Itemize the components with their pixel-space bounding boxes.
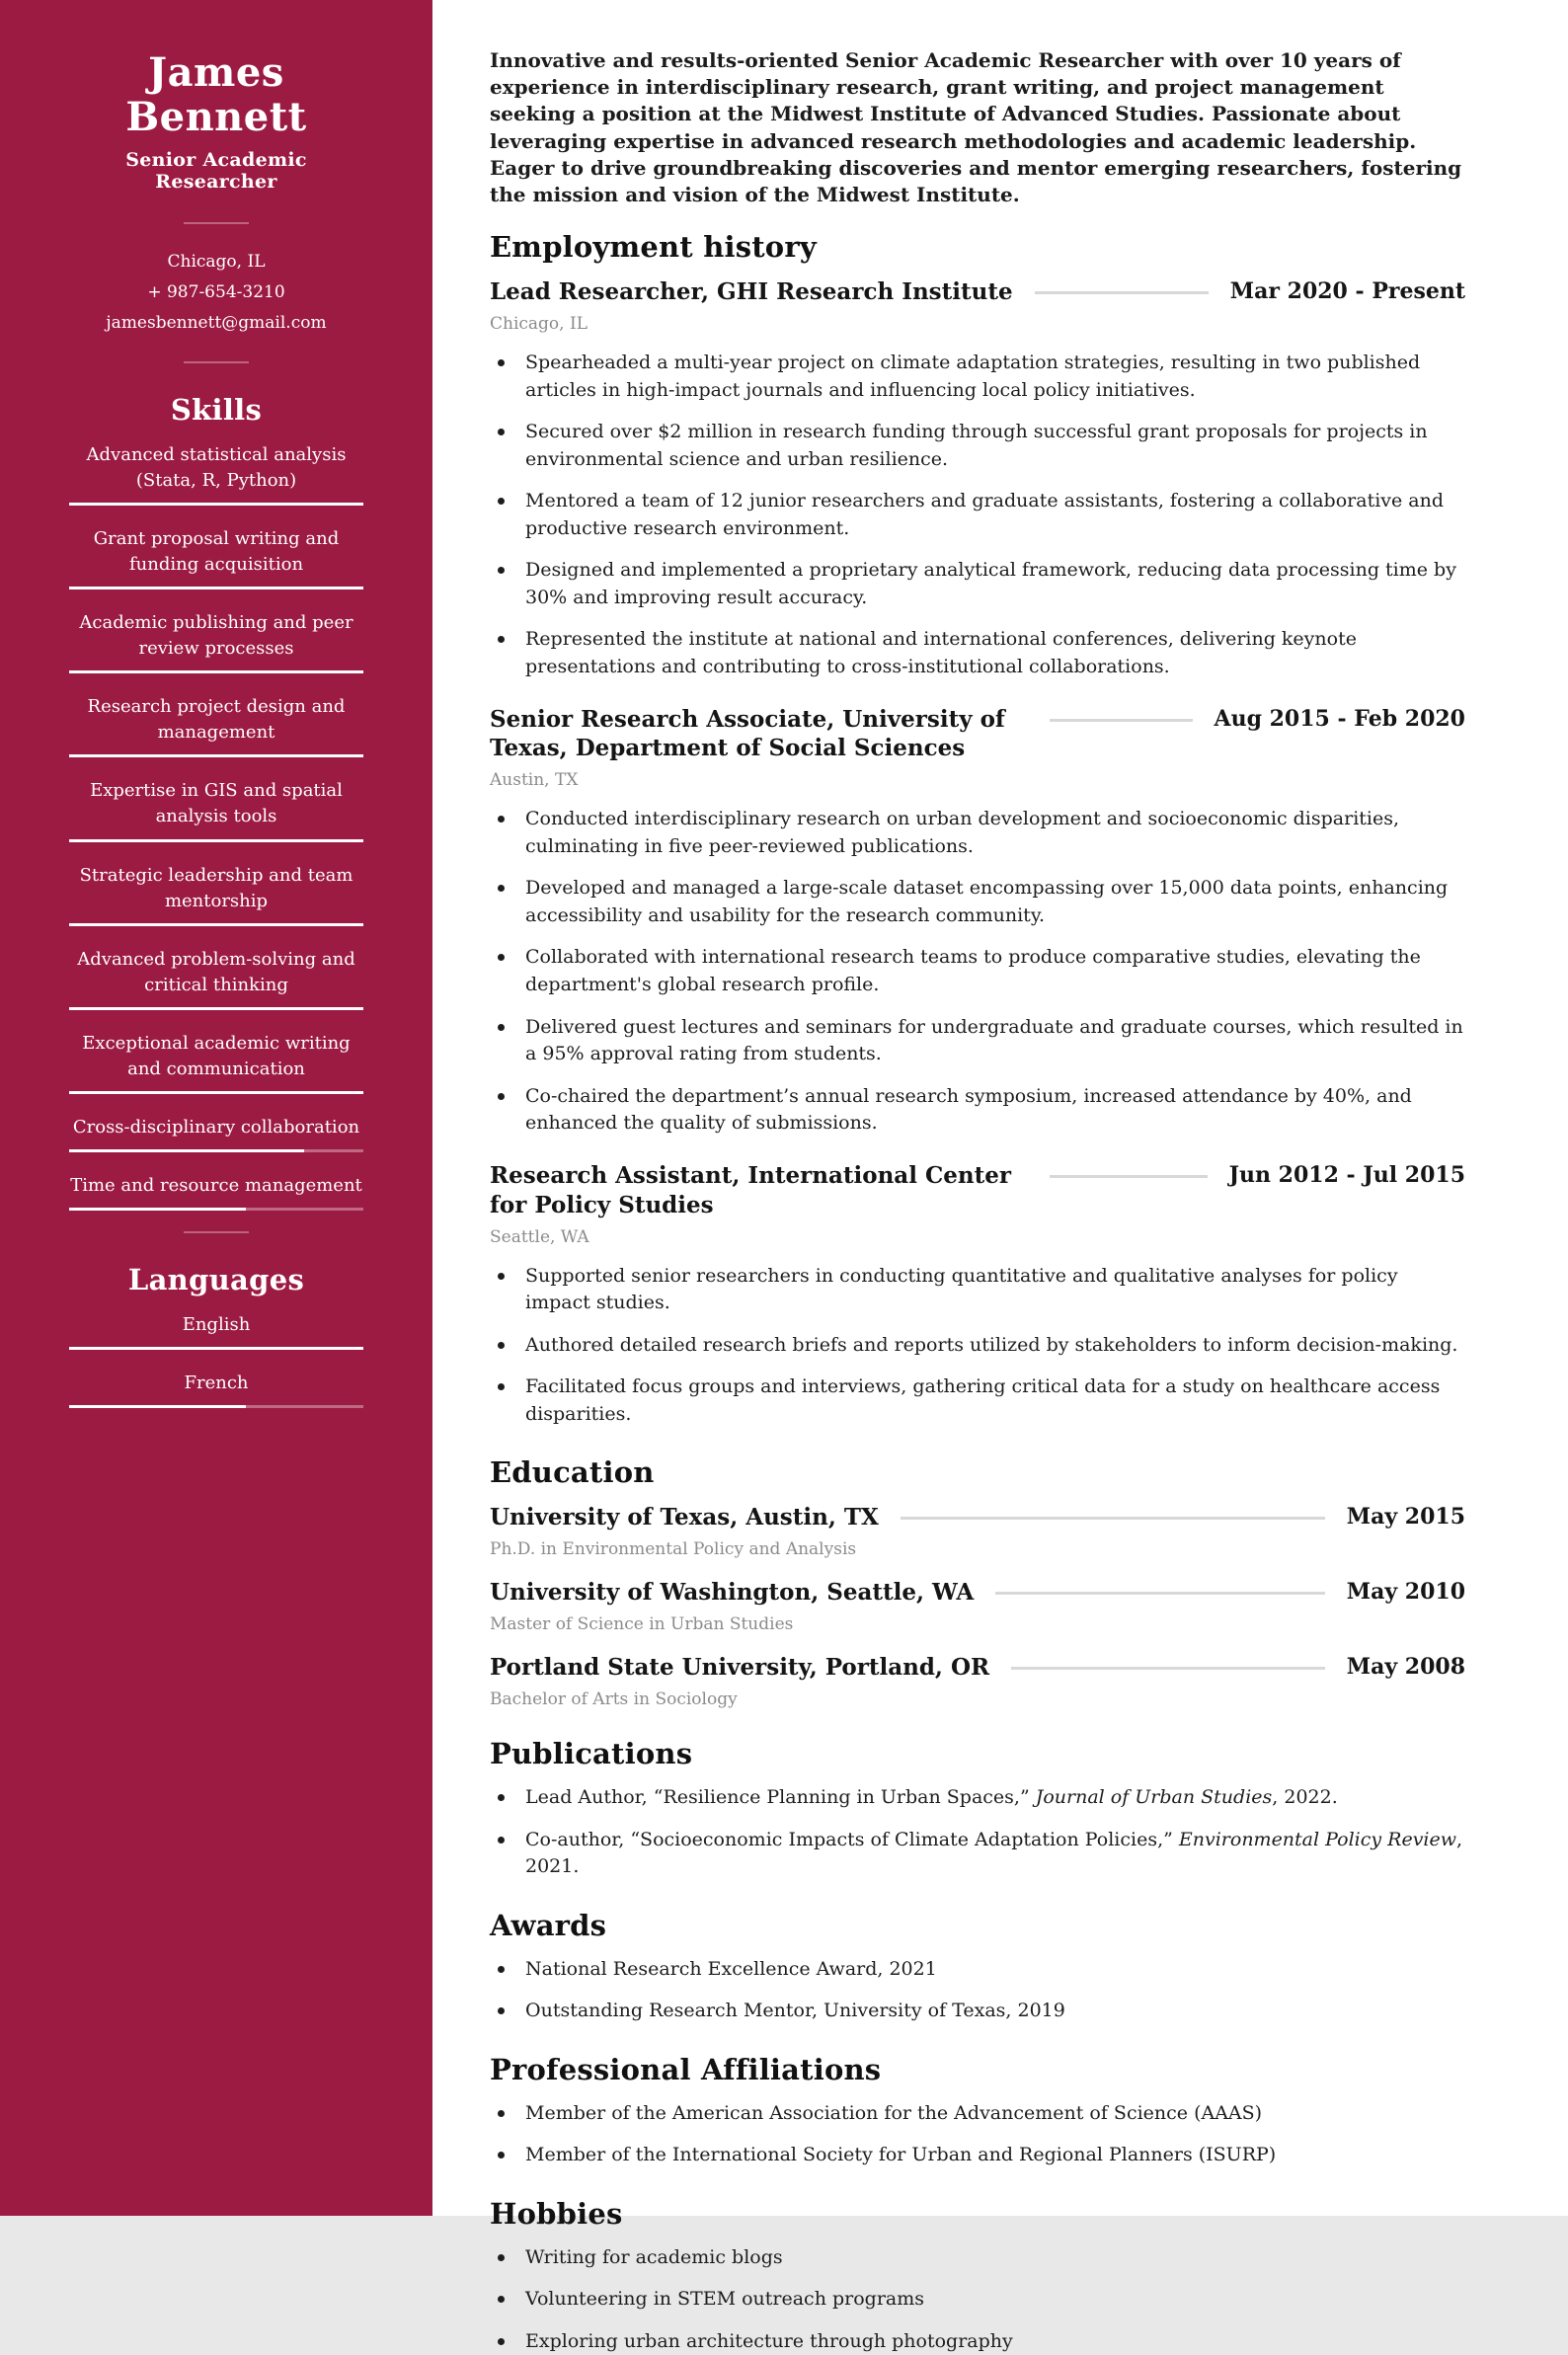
sidebar-divider — [184, 1231, 249, 1233]
skill-label: Research project design and management — [87, 696, 346, 744]
education-entry — [490, 1503, 1465, 1559]
skill-level-fill — [69, 1149, 304, 1152]
skill-label: Time and resource management — [70, 1175, 362, 1197]
title-date-rule — [1050, 1175, 1208, 1178]
skill-level-fill — [69, 1007, 363, 1010]
job-bullet-list — [490, 1263, 1465, 1429]
contact-phone: + 987-654-3210 — [147, 281, 285, 302]
job-location: Chicago, IL — [490, 314, 588, 335]
publication-text: Lead Author, “Resilience Planning in Urban Spaces,” — [525, 1785, 1036, 1808]
hobbies-header: Hobbies — [490, 2196, 623, 2231]
skill-level-track — [69, 1149, 363, 1152]
publication-journal: Environmental Policy Review — [1178, 1828, 1457, 1850]
language-label: French — [184, 1373, 249, 1394]
job-bullet: Conducted interdisciplinary research on urban development and socioeconomic disparities, culminating in five peer-reviewed publications. — [490, 806, 1465, 860]
contact-email: jamesbennett@gmail.com — [106, 312, 327, 333]
affiliations-list — [490, 2100, 1465, 2169]
job-date: Mar 2020 - Present — [1229, 278, 1465, 305]
job-entry — [490, 705, 1465, 1138]
employment-header: Employment history — [490, 230, 817, 265]
education-degree: Master of Science in Urban Studies — [490, 1614, 794, 1635]
skill-level-fill — [69, 1208, 246, 1211]
job-title: Senior Research Associate, University of Texas, Department of Social Sciences — [490, 705, 1005, 762]
language-level-track — [69, 1405, 363, 1408]
skill-item — [69, 863, 363, 926]
education-date: May 2010 — [1346, 1579, 1465, 1606]
skill-level-fill — [69, 839, 363, 842]
publication-journal: Journal of Urban Studies — [1035, 1785, 1273, 1808]
education-date: May 2015 — [1346, 1504, 1465, 1531]
language-level-fill — [69, 1347, 363, 1350]
job-title: Lead Researcher, GHI Research Institute — [490, 278, 1013, 306]
education-head — [490, 1653, 1465, 1683]
publications-header: Publications — [490, 1736, 693, 1770]
job-bullet: Secured over $2 million in research funding through successful grant proposals for projects in environmental science and urban resilience. — [490, 419, 1465, 473]
awards-header: Awards — [490, 1908, 607, 1942]
skill-label: Academic publishing and peer review processes — [79, 611, 353, 660]
languages-list — [69, 1312, 363, 1408]
title-date-rule — [1011, 1667, 1325, 1670]
award-item: National Research Excellence Award, 2021 — [490, 1956, 1465, 1984]
skill-level-track — [69, 1007, 363, 1010]
skill-item — [69, 1031, 363, 1094]
skill-item — [69, 694, 363, 757]
sidebar-divider — [184, 361, 249, 363]
publication-year: , 2021. — [525, 1828, 1463, 1878]
title-date-rule — [901, 1517, 1325, 1520]
job-bullet-list — [490, 806, 1465, 1137]
main-content — [432, 0, 1568, 2352]
affiliations-header: Professional Affiliations — [490, 2052, 882, 2086]
title-date-rule — [995, 1592, 1325, 1595]
skill-level-fill — [69, 503, 363, 506]
job-location: Seattle, WA — [490, 1226, 589, 1247]
job-bullet: Supported senior researchers in conducting quantitative and qualitative analyses for policy impact studies. — [490, 1263, 1465, 1317]
skill-label: Cross-disciplinary collaboration — [72, 1117, 360, 1138]
skill-level-fill — [69, 587, 363, 589]
job-date: Jun 2012 - Jul 2015 — [1228, 1161, 1465, 1188]
publication-year: , 2022. — [1272, 1785, 1338, 1808]
skill-level-track — [69, 670, 363, 673]
job-bullet: Delivered guest lectures and seminars for undergraduate and graduate courses, which resulted in a 95% approval rating from students. — [490, 1014, 1465, 1068]
skill-label: Strategic leadership and team mentorship — [79, 864, 353, 911]
education-header: Education — [490, 1455, 655, 1490]
education-school: University of Texas, Austin, TX — [490, 1504, 879, 1531]
job-bullet: Developed and managed a large-scale dataset encompassing over 15,000 data points, enhancing accessibility and usability for the research community. — [490, 875, 1465, 929]
hobby-item: Exploring urban architecture through photography — [490, 2328, 1465, 2355]
publication-item — [490, 1827, 1465, 1881]
hobby-item: Volunteering in STEM outreach programs — [490, 2286, 1465, 2314]
education-entry — [490, 1578, 1465, 1634]
awards-list — [490, 1956, 1465, 2025]
education-entry — [490, 1653, 1465, 1709]
title-date-rule — [1035, 291, 1209, 294]
contact-location: Chicago, IL — [167, 251, 266, 272]
profile-summary: Innovative and results-oriented Senior Academic Researcher with over 10 years of experience in interdisciplinary research, grant writing, and project management seeking a position at the Midwest Institute of Advanced Studies. Passionate about leveraging expertise in advanced research methodologies and academic leadership. Eager to drive groundbreaking discoveries and mentor emerging researchers, fostering the mission and vision of the Midwest Institute. — [490, 48, 1462, 206]
language-label: English — [182, 1314, 251, 1336]
job-entry — [490, 1161, 1465, 1429]
skill-level-track — [69, 1091, 363, 1094]
language-item — [69, 1312, 363, 1350]
skill-label: Advanced statistical analysis (Stata, R, Python) — [86, 443, 347, 491]
language-level-fill — [69, 1405, 246, 1408]
skill-item — [69, 1115, 363, 1152]
skill-level-track — [69, 839, 363, 842]
job-bullet: Represented the institute at national and international conferences, delivering keynote presentations and contributing to cross-institutional collaborations. — [490, 626, 1465, 680]
job-bullet: Spearheaded a multi-year project on climate adaptation strategies, resulting in two published articles in high-impact journals and influencing local policy initiatives. — [490, 350, 1465, 404]
job-bullet-list — [490, 350, 1465, 680]
skill-label: Grant proposal writing and funding acquisition — [93, 527, 340, 575]
affiliation-item: Member of the American Association for the Advancement of Science (AAAS) — [490, 2100, 1465, 2128]
education-degree: Ph.D. in Environmental Policy and Analysis — [490, 1539, 857, 1560]
education-school: Portland State University, Portland, OR — [490, 1654, 990, 1682]
job-date: Aug 2015 - Feb 2020 — [1214, 705, 1465, 732]
skill-item — [69, 947, 363, 1010]
skill-label: Exceptional academic writing and communication — [82, 1032, 351, 1079]
skill-item — [69, 610, 363, 673]
publication-item — [490, 1784, 1465, 1812]
job-title: Research Assistant, International Center for Policy Studies — [490, 1161, 1011, 1218]
job-bullet: Authored detailed research briefs and reports utilized by stakeholders to inform decision-making. — [490, 1332, 1465, 1360]
job-bullet: Mentored a team of 12 junior researchers and graduate assistants, fostering a collaborative and productive research environment. — [490, 488, 1465, 542]
hobbies-list — [490, 2244, 1465, 2355]
hobby-item: Writing for academic blogs — [490, 2244, 1465, 2272]
candidate-name: James Bennett — [125, 49, 307, 140]
publications-list — [490, 1784, 1465, 1881]
skill-item — [69, 526, 363, 589]
skill-level-track — [69, 1208, 363, 1211]
language-level-track — [69, 1347, 363, 1350]
skill-level-fill — [69, 754, 363, 757]
sidebar-divider — [184, 222, 249, 224]
job-bullet: Designed and implemented a proprietary analytical framework, reducing data processing time by 30% and improving result accuracy. — [490, 557, 1465, 611]
skill-level-track — [69, 587, 363, 589]
skill-level-fill — [69, 923, 363, 926]
education-head — [490, 1503, 1465, 1532]
skill-item — [69, 442, 363, 506]
education-school: University of Washington, Seattle, WA — [490, 1579, 975, 1607]
skill-level-fill — [69, 1091, 363, 1094]
skills-list — [69, 442, 363, 1212]
title-date-rule — [1050, 719, 1193, 722]
skill-item — [69, 1173, 363, 1211]
skills-header: Skills — [170, 392, 263, 427]
skill-label: Advanced problem-solving and critical thinking — [77, 948, 355, 995]
education-head — [490, 1578, 1465, 1608]
education-degree: Bachelor of Arts in Sociology — [490, 1688, 738, 1709]
sidebar — [0, 0, 432, 2216]
job-bullet: Facilitated focus groups and interviews, gathering critical data for a study on healthcare access disparities. — [490, 1374, 1465, 1428]
languages-header: Languages — [127, 1263, 305, 1297]
skill-label: Expertise in GIS and spatial analysis tools — [90, 780, 343, 827]
job-entry — [490, 277, 1465, 680]
education-date: May 2008 — [1346, 1654, 1465, 1681]
job-head — [490, 1161, 1465, 1220]
job-head — [490, 705, 1465, 764]
candidate-title: Senior Academic Researcher — [125, 148, 307, 193]
skill-level-track — [69, 923, 363, 926]
affiliation-item: Member of the International Society for Urban and Regional Planners (ISURP) — [490, 2142, 1465, 2169]
job-bullet: Collaborated with international research teams to produce comparative studies, elevating the department's global research profile. — [490, 944, 1465, 998]
publication-text: Co-author, “Socioeconomic Impacts of Climate Adaptation Policies,” — [525, 1828, 1179, 1850]
language-item — [69, 1371, 363, 1408]
award-item: Outstanding Research Mentor, University of Texas, 2019 — [490, 1998, 1465, 2025]
job-location: Austin, TX — [490, 770, 579, 791]
job-bullet: Co-chaired the department’s annual research symposium, increased attendance by 40%, and enhanced the quality of submissions. — [490, 1083, 1465, 1138]
skill-item — [69, 778, 363, 841]
skill-level-fill — [69, 670, 363, 673]
job-head — [490, 277, 1465, 307]
skill-level-track — [69, 503, 363, 506]
skill-level-track — [69, 754, 363, 757]
